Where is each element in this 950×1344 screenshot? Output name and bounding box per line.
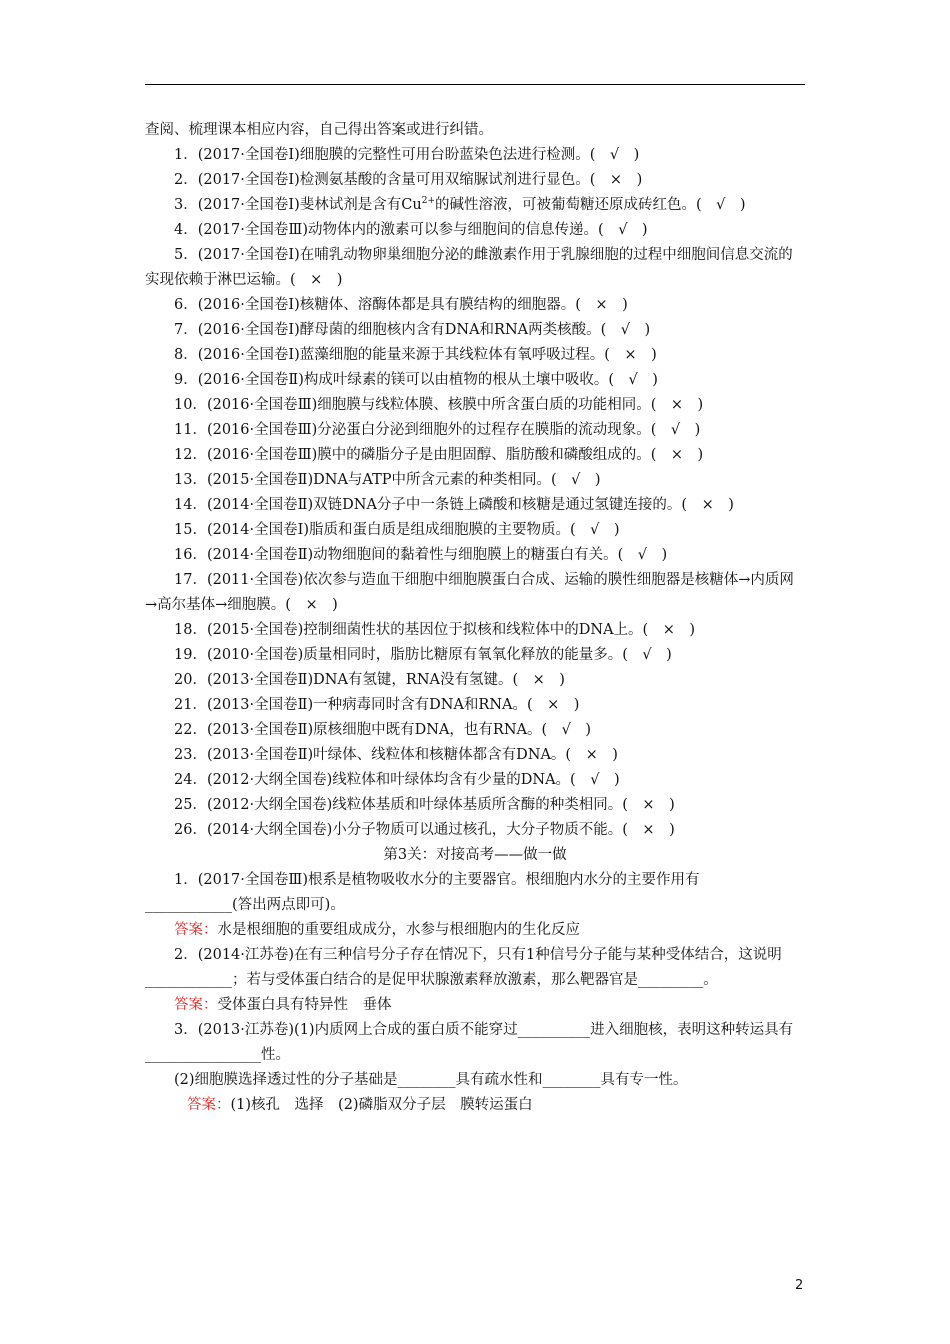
list-item: 20．(2013·全国卷Ⅱ)DNA有氢键，RNA没有氢键。( × )	[174, 672, 565, 688]
list-item: 16．(2014·全国卷Ⅱ)动物细胞间的黏着性与细胞膜上的糖蛋白有关。( √ )	[174, 547, 668, 563]
answer-text: 受体蛋白具有特异性 垂体	[217, 997, 392, 1013]
list-item: 14．(2014·全国卷Ⅱ)双链DNA分子中一条链上磷酸和核糖是通过氢键连接的。( × )	[174, 497, 734, 513]
header-rule	[145, 84, 805, 85]
answer-line	[145, 993, 805, 1018]
question-text: 2．(2014·江苏卷)在有三种信号分子存在情况下，只有1种信号分子能与某种受体结合，这说明____________；若与受体蛋白结合的是促甲状腺激素释放激素，那么靶器官是_________。	[145, 947, 782, 988]
answer-line	[145, 1093, 805, 1118]
list-item: 26．(2014·大纲全国卷)小分子物质可以通过核孔，大分子物质不能。( × )	[174, 822, 675, 838]
list-item: 4．(2017·全国卷Ⅲ)动物体内的激素可以参与细胞间的信息传递。( √ )	[174, 222, 648, 238]
list-item: 1．(2017·全国卷Ⅰ)细胞膜的完整性可用台盼蓝染色法进行检测。( √ )	[174, 147, 640, 163]
answer-label: 答案：	[187, 1097, 231, 1113]
question-text: 1．(2017·全国卷Ⅲ)根系是植物吸收水分的主要器官。根细胞内水分的主要作用有____________(答出两点即可)。	[145, 872, 700, 913]
page-number: 2	[795, 1278, 804, 1293]
list-item: 12．(2016·全国卷Ⅲ)膜中的磷脂分子是由胆固醇、脂肪酸和磷酸组成的。( × )	[174, 447, 704, 463]
section-title: 第3关：对接高考——做一做	[383, 847, 567, 863]
list-item: 18．(2015·全国卷)控制细菌性状的基因位于拟核和线粒体中的DNA上。( × )	[174, 622, 696, 638]
list-item: 17．(2011·全国卷)依次参与造血干细胞中细胞膜蛋白合成、运输的膜性细胞器是核糖体→内质网→高尔基体→细胞膜。( × )	[145, 572, 794, 613]
answer-text: (1)核孔 选择 (2)磷脂双分子层 膜转运蛋白	[230, 1097, 533, 1113]
question-text: 3．(2013·江苏卷)(1)内质网上合成的蛋白质不能穿过__________进入细胞核，表明这种转运具有________________性。	[145, 1022, 794, 1063]
list-item	[145, 193, 805, 218]
answer-label: 答案：	[174, 997, 218, 1013]
list-item: 8．(2016·全国卷Ⅰ)蓝藻细胞的能量来源于其线粒体有氧呼吸过程。( × )	[174, 347, 657, 363]
answer-line	[145, 918, 805, 943]
list-item: 23．(2013·全国卷Ⅱ)叶绿体、线粒体和核糖体都含有DNA。( × )	[174, 747, 618, 763]
item-text: 3．(2017·全国卷Ⅰ)斐林试剂是含有Cu	[174, 197, 422, 213]
answer-label: 答案：	[174, 922, 218, 938]
list-item: 22．(2013·全国卷Ⅱ)原核细胞中既有DNA，也有RNA。( √ )	[174, 722, 592, 738]
list-item: 10．(2016·全国卷Ⅲ)细胞膜与线粒体膜、核膜中所含蛋白质的功能相同。( × )	[174, 397, 704, 413]
list-item: 13．(2015·全国卷Ⅱ)DNA与ATP中所含元素的种类相同。( √ )	[174, 472, 601, 488]
list-item: 15．(2014·全国卷Ⅰ)脂质和蛋白质是组成细胞膜的主要物质。( √ )	[174, 522, 620, 538]
intro-text: 查阅、梳理课本相应内容，自己得出答案或进行纠错。	[145, 122, 493, 138]
list-item: 9．(2016·全国卷Ⅱ)构成叶绿素的镁可以由植物的根从土壤中吸收。( √ )	[174, 372, 658, 388]
list-item: 6．(2016·全国卷Ⅰ)核糖体、溶酶体都是具有膜结构的细胞器。( × )	[174, 297, 628, 313]
list-item: 21．(2013·全国卷Ⅱ)一种病毒同时含有DNA和RNA。( × )	[174, 697, 580, 713]
list-item: 11．(2016·全国卷Ⅲ)分泌蛋白分泌到细胞外的过程存在膜脂的流动现象。( √ )	[174, 422, 701, 438]
list-item: 2．(2017·全国卷Ⅰ)检测氨基酸的含量可用双缩脲试剂进行显色。( × )	[174, 172, 643, 188]
superscript: 2+	[421, 196, 435, 207]
list-item: 5．(2017·全国卷Ⅰ)在哺乳动物卵巢细胞分泌的雌激素作用于乳腺细胞的过程中细胞间信息交流的实现依赖于淋巴运输。( × )	[145, 247, 793, 288]
list-item: 19．(2010·全国卷)质量相同时，脂肪比糖原有氧氧化释放的能量多。( √ )	[174, 647, 672, 663]
question-subtext: (2)细胞膜选择透过性的分子基础是________具有疏水性和________具有专一性。	[174, 1072, 688, 1088]
document-body	[145, 118, 805, 1118]
list-item: 7．(2016·全国卷Ⅰ)酵母菌的细胞核内含有DNA和RNA两类核酸。( √ )	[174, 322, 651, 338]
list-item: 24．(2012·大纲全国卷)线粒体和叶绿体均含有少量的DNA。( √ )	[174, 772, 620, 788]
answer-text: 水是根细胞的重要组成成分，水参与根细胞内的生化反应	[217, 922, 580, 938]
item-text: 的碱性溶液，可被葡萄糖还原成砖红色。( √ )	[435, 197, 746, 213]
list-item: 25．(2012·大纲全国卷)线粒体基质和叶绿体基质所含酶的种类相同。( × )	[174, 797, 675, 813]
